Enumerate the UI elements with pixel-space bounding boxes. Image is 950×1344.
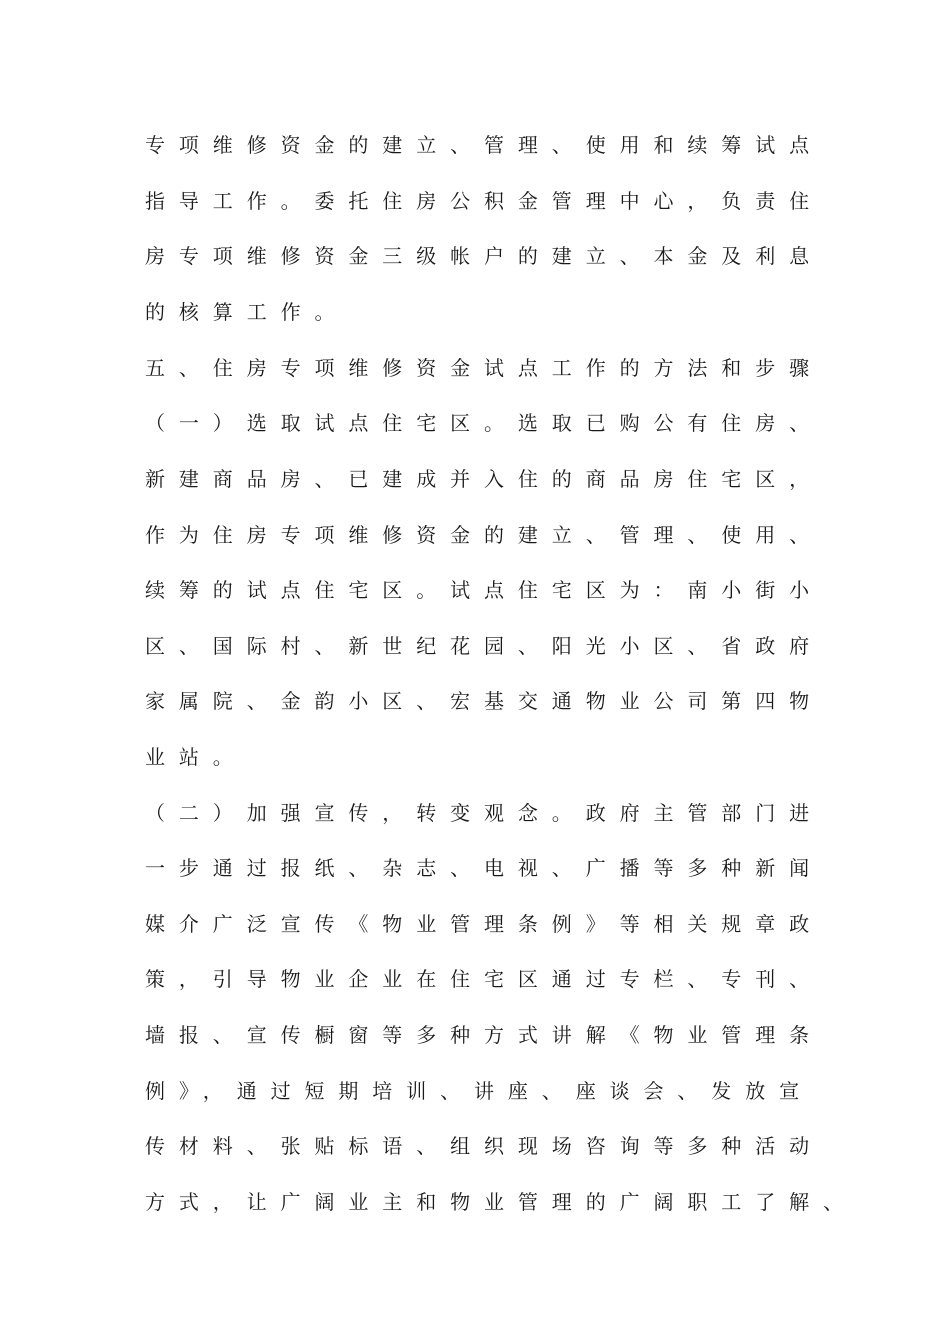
text-line: 房专项维修资金三级帐户的建立、本金及利息 [145, 244, 823, 268]
text-line: 方式，让广阔业主和物业管理的广阔职工了解、 [145, 1190, 857, 1214]
text-line: 新建商品房、已建成并入住的商品房住宅区， [145, 467, 823, 491]
text-line: 媒介广泛宣传《物业管理条例》等相关规章政 [145, 912, 823, 936]
text-line: 区、国际村、新世纪花园、阳光小区、省政府 [145, 634, 823, 658]
text-line: 家属院、金韵小区、宏基交通物业公司第四物 [145, 689, 823, 713]
text-line: 传材料、张贴标语、组织现场咨询等多种活动 [145, 1134, 823, 1158]
text-line: 指导工作。委托住房公积金管理中心，负责住 [145, 189, 823, 213]
text-line: 例》，通过短期培训、讲座、座谈会、发放宣 [145, 1079, 813, 1103]
text-line: 墙报、宣传橱窗等多种方式讲解《物业管理条 [145, 1023, 823, 1047]
text-line: 的核算工作。 [145, 300, 349, 324]
text-line: （二）加强宣传，转变观念。政府主管部门进 [145, 801, 823, 825]
text-line: 专项维修资金的建立、管理、使用和续筹试点 [145, 133, 823, 157]
text-line: （一）选取试点住宅区。选取已购公有住房、 [145, 411, 823, 435]
text-line: 一步通过报纸、杂志、电视、广播等多种新闻 [145, 856, 823, 880]
text-line: 作为住房专项维修资金的建立、管理、使用、 [145, 523, 823, 547]
text-line: 策，引导物业企业在住宅区通过专栏、专刊、 [145, 967, 823, 991]
text-line: 业站。 [145, 745, 247, 769]
text-line: 续筹的试点住宅区。试点住宅区为：南小街小 [145, 578, 823, 602]
section-heading: 五、住房专项维修资金试点工作的方法和步骤 [145, 356, 823, 380]
